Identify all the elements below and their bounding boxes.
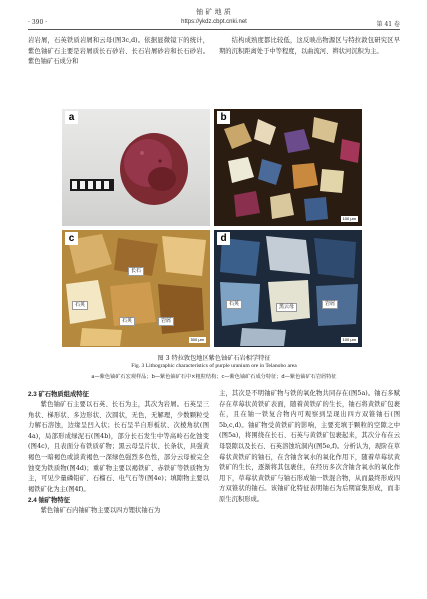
mineral-label: 岩屑 <box>158 317 174 326</box>
figure-caption-sub: a—紫色铀矿石宏观样品；b—紫色铀矿石中×粗粒结构；c—紫色铀矿石成分特征；d—紫色铀矿石岩屑特征 <box>91 374 337 380</box>
journal-url[interactable]: https://ykdz.cbpt.cnki.net <box>181 19 247 25</box>
panel-label-a: a <box>65 111 78 124</box>
scale-bar: 100 μm <box>342 337 356 342</box>
body-paragraph: 岩岩屑，石英铁质岩屑和云母(图3c,d)。依据显微镜下的统计，紫色铀矿石主要是岩屑质长石砂岩、长石岩屑砂岩和长石砂岩。紫色铀矿石成分和 <box>28 37 209 66</box>
body-paragraph: 紫色铀矿石内铀矿物主要以四方锂状铀石为 <box>40 507 161 515</box>
figure-panel-b <box>214 109 362 226</box>
mineral-label: 黑云母 <box>276 303 297 312</box>
body-paragraph: 紫色铀矿石主要以石英、长石为主，其次为岩屑。石英呈三角状、梯形状、多边形状、次圆状，无色，无解理，少数颗粒受力解石溶蚀，边缘呈凹入状；长石呈半自形板状、次棱角状(图4a)，局部形成绿泥石(图4b)，部分长石发生中等高岭石化蚀变(图4c)，且表面分布铁质矿物；黑云母呈片状、长条状，具强黄褐色一暗褐色或淡黄褐色一深绿色强烈多色性，部分云母被完全蚀变为铁质物(图4d)；重矿物主要以褐铁矿、赤铁矿等铁质物为主，可见少量磷铅矿、石榴石、电气石等(图4e)；填隙物主要以褐铁矿化为主(图4f)。 <box>28 401 209 493</box>
top-right-column <box>219 36 400 57</box>
mineral-label: 长石 <box>128 267 144 276</box>
page-header <box>28 19 400 28</box>
figure-caption-en: Fig. 3 Lithographic characteristics of purple uranium ore in Telanobo area <box>131 363 297 369</box>
panel-label-c: c <box>65 232 78 245</box>
figure-panel-c <box>62 230 210 347</box>
body-paragraph: 结构成熟度都比较低，这反映出物源区与特拉敦包研究区早期的沉积距离处于中等程度，以曲流河、辫状河沉积为主。 <box>219 37 400 55</box>
mineral-label: 岩屑 <box>322 300 338 309</box>
hand-sample-photo <box>62 109 210 226</box>
micrograph-c <box>62 230 210 347</box>
bottom-left-column <box>28 389 209 517</box>
panel-label-b: b <box>217 111 230 124</box>
page-number: · 390 · <box>28 19 48 26</box>
figure-caption-cn: 图 3 特拉敦包地区紫色铀矿石岩相学特征 <box>157 355 271 362</box>
section-heading: 2.4 铀矿物特征 <box>28 497 70 505</box>
mineral-label: 石英 <box>119 317 135 326</box>
panel-label-d: d <box>217 232 230 245</box>
scale-bar: 500 μm <box>190 337 204 342</box>
mineral-label: 石英 <box>226 300 242 309</box>
figure-panel-a <box>62 109 210 226</box>
figure-3 <box>62 109 364 349</box>
scale-bar: 100 μm <box>342 216 356 221</box>
body-paragraph: 主，其次是不明铀矿物与铁的氧化物共同存在(图5a)。铀石多赋存在草莓状黄铁矿表面，随着黄铁矿的生长，铀石将黄铁矿包裹在，且在铀一铁复合物内可观察到呈现出四方双锥铀石(图5b,c,d)。铀矿物受黄铁矿的影响，主要充填于颗粒的空隙之中(图5a)，将围绕在长石、石英与黄铁矿包裹起来，其次分布在云母裂隙以及长石、石英溶蚀坑洞内(图5e,f)。分析认为，现阶在草莓状黄铁矿的铀石，在含铀含氧水的氧化作用下，随着草莓状黄铁矿的生长，逐渐将其包裹住，在经历多次含铀含氧水的氧化作用下，草莓状黄铁矿与铀石形成铀一铁混合物，从而最终形成四方双锥状的铀石。该铀矿化特征表明铀石为后期富集形成，而非原生沉积形成。 <box>219 390 400 503</box>
running-head: 铀 矿 地 质 <box>196 8 231 16</box>
micrograph-d <box>214 230 362 347</box>
figure-panel-d <box>214 230 362 347</box>
volume-number: 第 41 卷 <box>376 21 400 28</box>
top-left-column <box>28 36 209 68</box>
header-rule <box>28 29 400 30</box>
mineral-label: 石英 <box>72 301 88 310</box>
micrograph-b <box>214 109 362 226</box>
section-heading: 2.3 矿石物质组成特征 <box>28 391 89 398</box>
bottom-right-column <box>219 389 400 506</box>
